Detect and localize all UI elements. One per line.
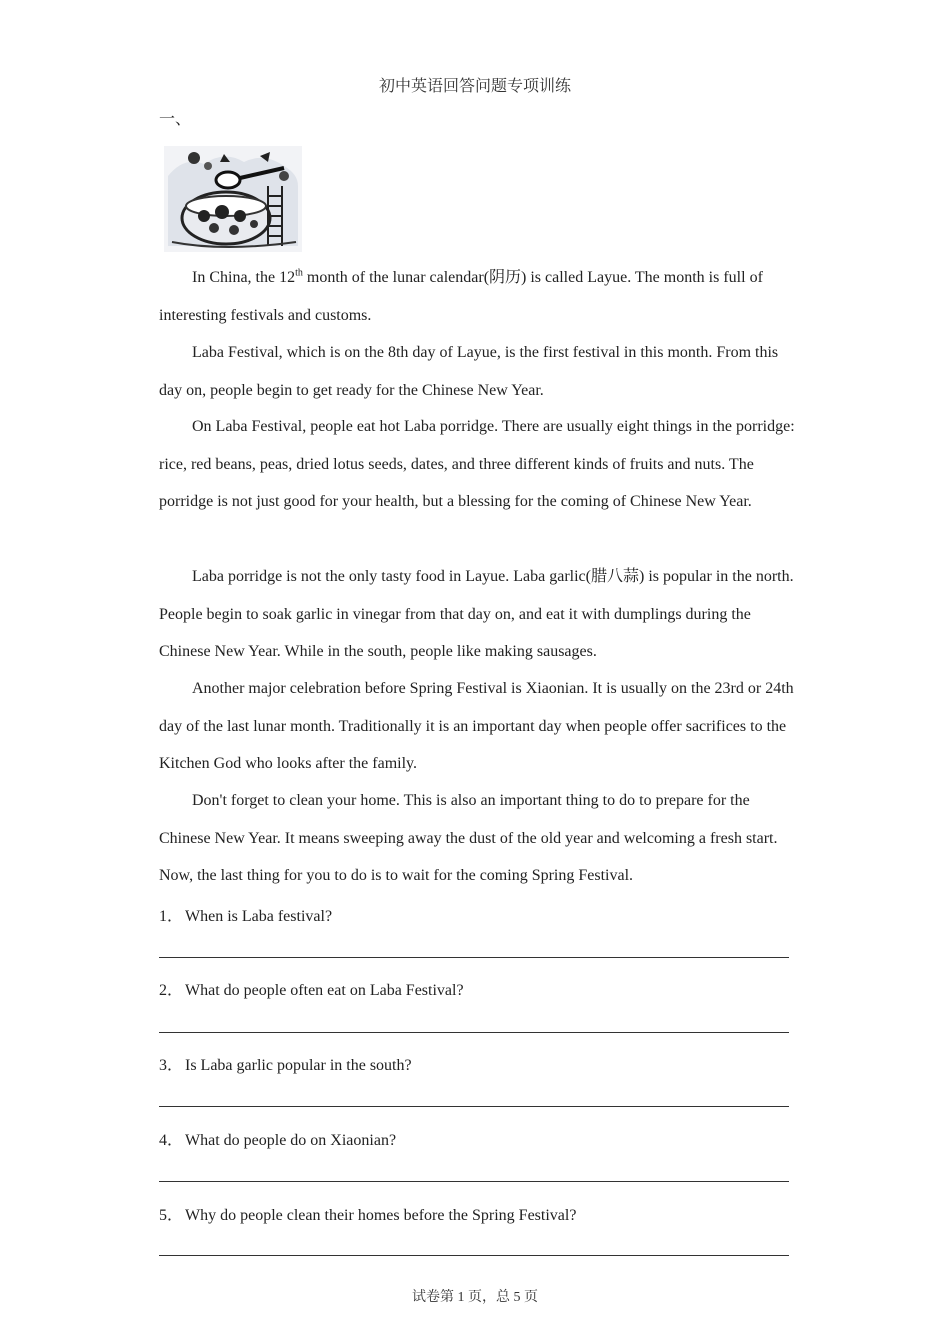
question-3: 3． Is Laba garlic popular in the south? [159,1057,412,1074]
answer-line-2[interactable] [159,1032,789,1033]
passage-paragraph-3: On Laba Festival, people eat hot Laba porridge. There are usually eight things in the porridge: rice, red beans, peas, dried lotus seeds, dates, and three different kinds of fruits and nuts. The porridge is not just good for your health, but a blessing for the coming of Chinese New Year. [159,418,795,510]
laba-porridge-drawing-icon [164,146,302,252]
page-title: 初中英语回答问题专项训练 [378,78,571,95]
passage-paragraph-6: Don't forget to clean your home. This is also an important thing to do to prepare for the Chinese New Year. It means sweeping away the dust of the old year and welcoming a fresh start. Now, the last thing for you to do is to wait for the coming Spring Festival. [159,792,778,884]
answer-line-3[interactable] [159,1106,789,1107]
question-1: 1． When is Laba festival? [159,908,333,925]
answer-line-1[interactable] [159,957,789,958]
answer-line-5[interactable] [159,1255,789,1256]
passage-paragraph-2: Laba Festival, which is on the 8th day of Layue, is the first festival in this month. From this day on, people begin to get ready for the Chinese New Year. [159,344,779,399]
answer-line-4[interactable] [159,1181,789,1182]
question-4: 4． What do people do on Xiaonian? [159,1132,397,1149]
passage-paragraph-5: Another major celebration before Spring Festival is Xiaonian. It is usually on the 23rd or 24th day of the last lunar month. Traditionally it is an important day when people offer sacrifices to the Kitchen God who looks after the family. [159,680,794,772]
page-footer: 试卷第 1 页，总 5 页 [412,1290,538,1305]
question-2: 2． What do people often eat on Laba Festival? [159,982,464,999]
passage-paragraph-4: Laba porridge is not the only tasty food in Layue. Laba garlic(腊八蒜) is popular in the north. People begin to soak garlic in vinegar from that day on, and eat it with dumplings during the Chinese New Year. While in the south, people like making sausages. [159,568,794,660]
section-number: 一、 [159,111,192,128]
passage-paragraph-1: In China, the 12th month of the lunar calendar(阴历) is called Layue. The month is full of interesting festivals and customs. [159,267,763,324]
question-5: 5． Why do people clean their homes before the Spring Festival? [159,1207,577,1224]
